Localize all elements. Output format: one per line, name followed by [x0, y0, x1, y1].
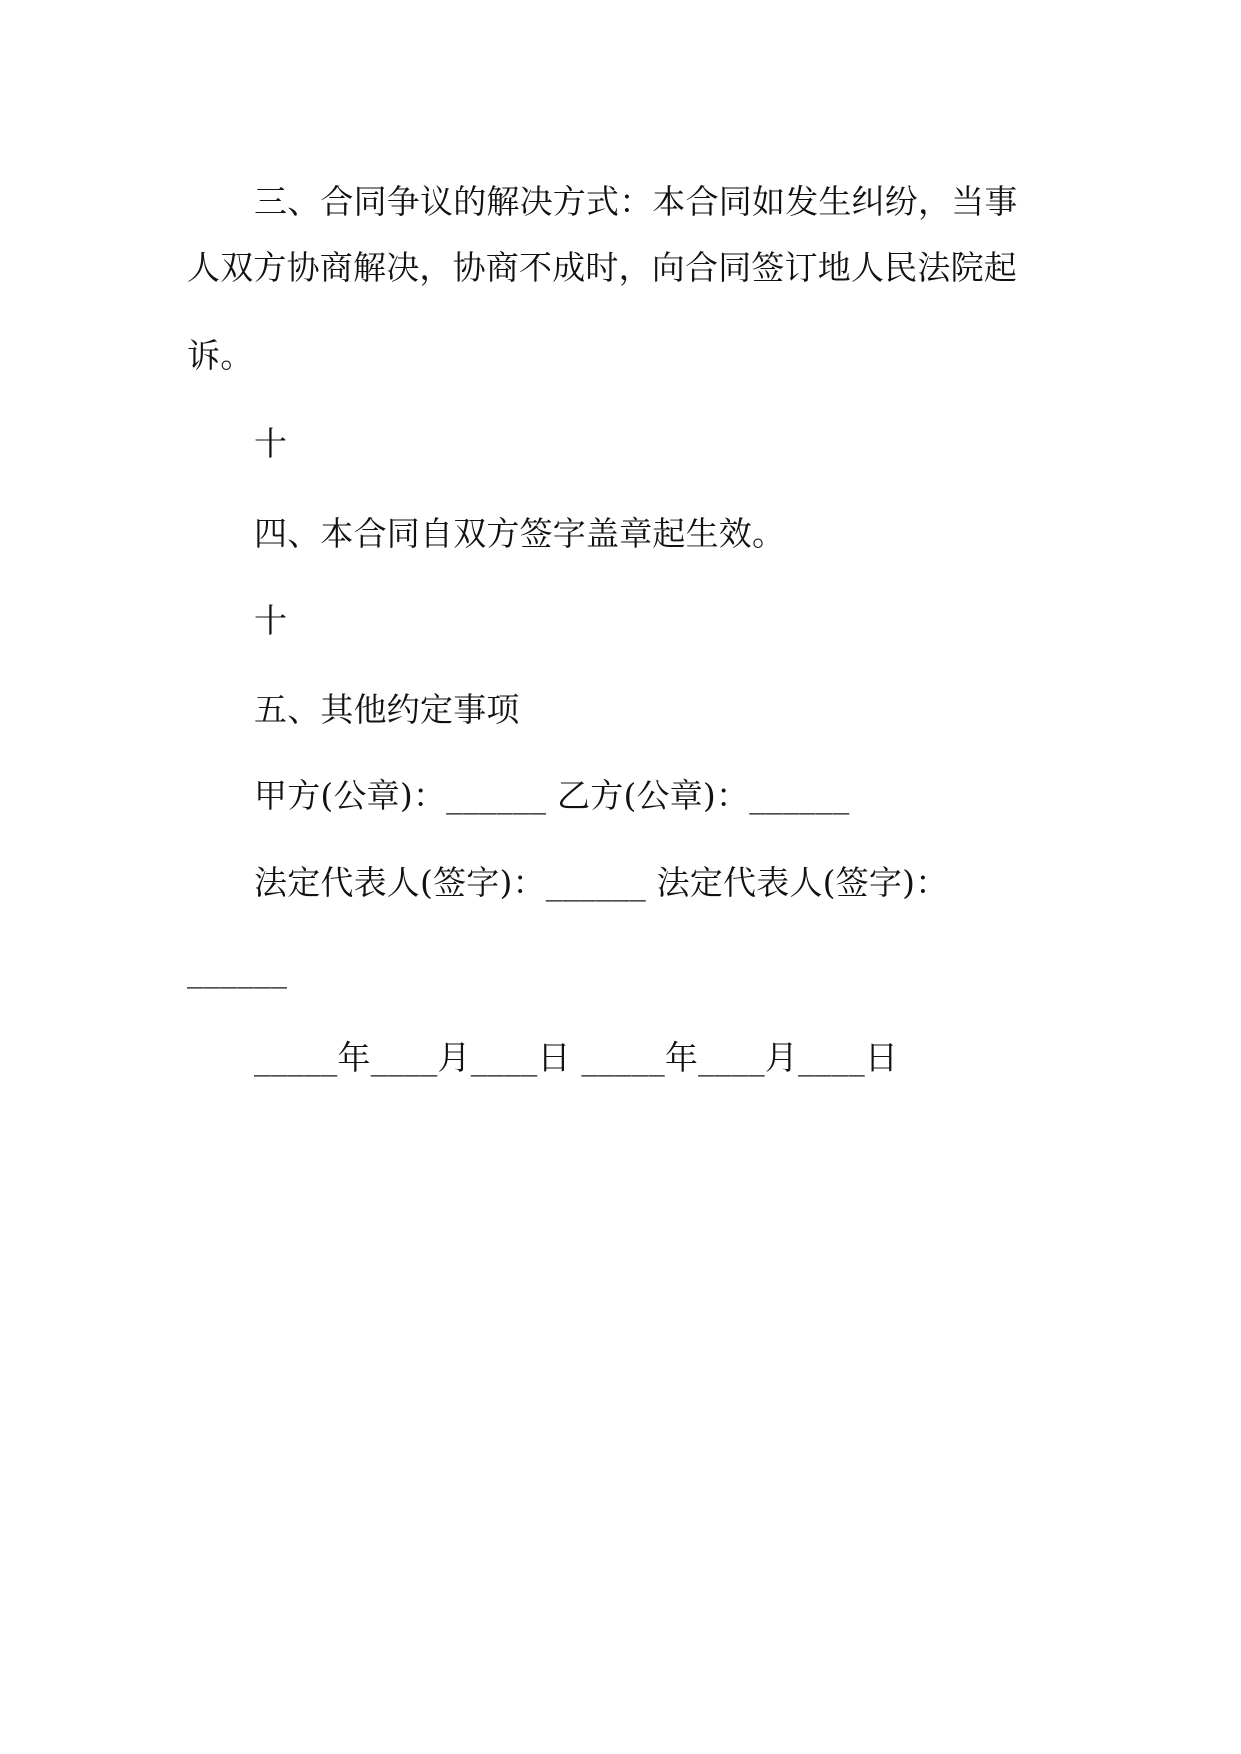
- clause-3-line-1: 三、合同争议的解决方式：本合同如发生纠纷，当事: [254, 182, 1018, 221]
- signing-date-line: _____年____月____日 _____年____月____日: [254, 1038, 899, 1077]
- clause-3-line-3: 诉。: [187, 336, 254, 375]
- clause-3-line-2: 人双方协商解决，协商不成时，向合同签订地人民法院起: [187, 248, 1017, 287]
- clause-5-heading: 五、其他约定事项: [254, 690, 520, 729]
- separator-1: 十: [254, 424, 288, 463]
- representative-signature-line: 法定代表人(签字)：______ 法定代表人(签字)：: [254, 863, 949, 902]
- separator-2: 十: [254, 601, 288, 640]
- seal-signature-line: 甲方(公章)：______ 乙方(公章)：______: [254, 776, 850, 815]
- representative-signature-blank: ______: [187, 950, 288, 989]
- clause-4: 四、本合同自双方签字盖章起生效。: [254, 514, 786, 553]
